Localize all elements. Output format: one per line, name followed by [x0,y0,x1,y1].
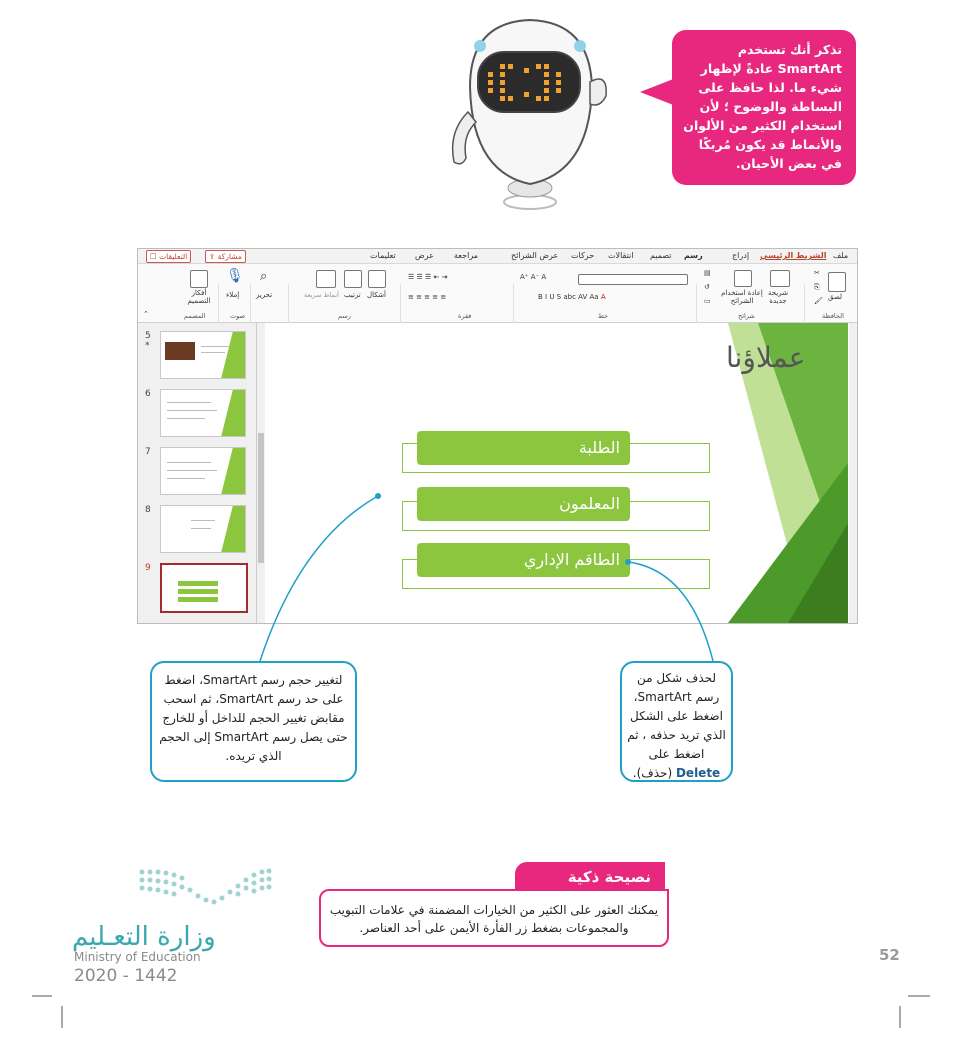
share-icon: ⇪ [209,252,218,261]
shapes-label: أشكال [367,291,386,299]
format-painter-icon[interactable]: 🖌 [814,297,823,305]
group-drawing: رسم [338,312,351,320]
reuse-slides-label: إعادة استخدام الشرائح [721,289,763,305]
tab-file[interactable]: ملف [833,251,849,260]
group-slides: شرائح [738,312,755,320]
slide-number: 6 [145,389,151,399]
font-size-buttons[interactable]: A⁺ A⁻ A [520,273,547,281]
tab-draw[interactable]: رسم [684,251,703,260]
ministry-name-arabic: وزارة التعـليم [72,922,216,952]
tab-slideshow[interactable]: عرض الشرائح [511,251,559,260]
copy-icon[interactable]: ⎘ [814,283,820,291]
group-designer: المصمم [184,312,206,320]
collapse-ribbon-icon[interactable]: ⌃ [143,310,149,318]
slide-title[interactable]: عملاؤنا [726,341,806,374]
delete-key-label: Delete [675,766,721,780]
page-number: 52 [879,946,900,964]
new-slide-label: شريحة جديدة [768,289,788,305]
layout-icon[interactable]: ▤ [704,269,711,277]
tip-body: يمكنك العثور على الكثير من الخيارات المضمنة في علامات التبويب والمجموعات بضغط زر الفأرة الأيمن على أحد العناصر. [319,889,669,947]
align-buttons[interactable]: ≡ ≡ ≡ ≡ ≡ [408,293,447,301]
slide-number: 9 [145,563,151,573]
list-buttons[interactable]: ☰ ☰ ☰ ⇤ ⇥ [408,273,448,281]
tab-insert[interactable]: إدراج [732,251,750,260]
group-voice: صوت [230,312,245,320]
quick-styles-label: أنماط سريعة [304,291,339,299]
search-icon[interactable]: ⌕ [260,269,268,284]
editing-label: تحرير [256,291,273,299]
group-clipboard: الحافظة [822,312,844,320]
ministry-logo-dots [138,866,273,912]
tip-title: نصيحة ذكية [515,862,665,892]
comments-label: التعليقات [159,252,188,261]
callout-delete-text: لحذف شكل من رسم SmartArt، اضغط على الشكل الذي تريد حذفه ، ثم اضغط على [627,671,726,761]
arrange-label: ترتيب [344,291,361,299]
tab-review[interactable]: مراجعة [454,251,479,260]
speech-bubble: تذكر أنك تستخدم SmartArt عادةً لإظهار شيء ما. لذا حافظ على البساطة والوضوح ؛ لأن استخدام الكثير من الألوان والأنماط قد يكون مُربكًا في بعض الأحيان. [672,30,856,185]
tab-help[interactable]: تعليمات [370,251,396,260]
tab-view[interactable]: عرض [415,251,434,260]
slide-number: 5 [145,331,151,341]
comment-icon: ☐ [150,252,160,261]
delete-arabic-label: (حذف). [632,766,673,780]
share-label: مشاركة [217,252,242,261]
slide-number: 7 [145,447,151,457]
designer-label: أفكار التصميم [187,289,211,305]
font-style-buttons[interactable]: B I U S abc AV Aa A [538,293,606,301]
section-icon[interactable]: ▭ [704,297,711,305]
cut-icon[interactable]: ✂ [814,269,820,277]
reset-icon[interactable]: ↺ [704,283,710,291]
slide-star-icon: * [145,341,150,351]
tab-transitions[interactable]: انتقالات [608,251,634,260]
group-paragraph: فقرة [458,312,472,320]
crop-marks [0,990,960,1030]
microphone-icon[interactable]: 🎙 [226,268,244,284]
paste-label: لصق [828,293,843,301]
tab-design[interactable]: تصميم [650,251,672,260]
tab-home[interactable]: الشريط الرئيسي [760,251,827,260]
smartart-item-1[interactable]: الطلبة [417,431,630,465]
edition-year: 2020 - 1442 [74,966,178,986]
ministry-name-english: Ministry of Education [74,950,201,964]
slide-number: 8 [145,505,151,515]
smartart-item-3[interactable]: الطاقم الإداري [417,543,630,577]
callout-resize: لتغيير حجم رسم SmartArt، اضغط على حد رسم SmartArt، ثم اسحب مقابض تغيير الحجم للداخل أو للخارج حتى يصل رسم SmartArt إلى الحجم الذي تريده. [150,661,357,782]
group-font: خط [598,312,609,320]
tab-animations[interactable]: حركات [571,251,595,260]
dictate-label: إملاء [226,291,240,299]
smartart-item-2[interactable]: المعلمون [417,487,630,521]
callout-delete [620,661,733,782]
